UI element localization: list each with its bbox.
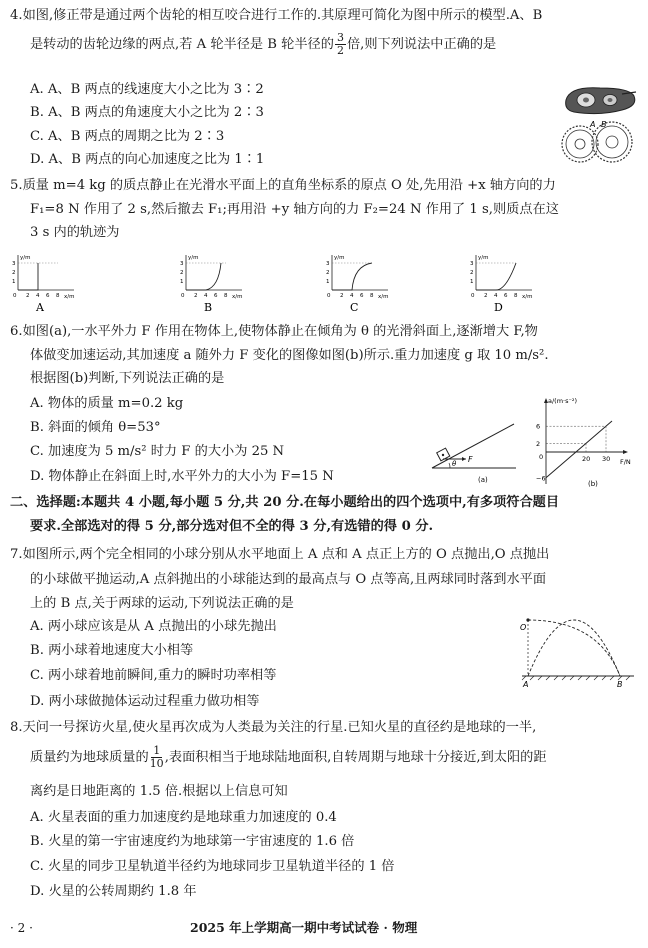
q5-choice-label-d: D	[494, 301, 503, 314]
q5-graph-a	[4, 252, 80, 314]
q4-fig-label-a: A	[590, 120, 596, 129]
q5-graph-xlabel: x/m	[522, 294, 533, 300]
q4-option-c: C. A、B 两点的周期之比为 2∶3	[30, 129, 225, 144]
q7-label-o: O	[520, 623, 527, 632]
q6-fig-a-angle-label: θ	[452, 460, 457, 468]
q6-b-ytick: 2	[536, 439, 541, 448]
q5-graph-xtick: 4	[350, 293, 354, 299]
q6-b-ytick: 6	[536, 422, 541, 431]
q6-b-xtick: 30	[602, 455, 611, 463]
q4-fraction	[335, 32, 346, 57]
q8-option-c: C. 火星的同步卫星轨道半径约为地球同步卫星轨道半径的 1 倍	[30, 859, 395, 874]
q4-stem-line2	[30, 32, 496, 57]
q5-graph-ytick: 3	[326, 261, 330, 267]
q5-graph-xlabel: x/m	[378, 294, 389, 300]
q6-b-ytick: −6	[536, 474, 546, 483]
q6-b-ylabel: a/(m·s⁻²)	[548, 397, 578, 405]
q5-graph-xtick: 6	[46, 293, 50, 299]
q5-graph-ytick: 1	[326, 279, 330, 285]
q7-stem-line1: 7.如图所示,两个完全相同的小球分别从水平地面上 A 点和 A 点正上方的 O 点抛出,O 点抛出	[10, 547, 550, 562]
q5-graph-trajectory	[332, 263, 372, 290]
q8-option-d: D. 火星的公转周期约 1.8 年	[30, 884, 197, 899]
q5-choice-label-a: A	[36, 301, 44, 314]
q8-stem-line1: 8.天问一号探访火星,使火星再次成为人类最为关注的行星.已知火星的直径约是地球的一半,	[10, 720, 537, 735]
q4-stem-part1: 是转动的齿轮边缘的两点,若 A 轮半径是 B 轮半径的	[30, 37, 334, 52]
q7-label-a: A	[523, 680, 529, 689]
correction-tape-icon	[566, 88, 636, 114]
q5-stem-line2: F₁=8 N 作用了 2 s,然后撤去 F₁;再用沿 +y 轴方向的力 F₂=24 N 作用了 1 s,则质点在这	[30, 202, 559, 217]
q5-graph-origin: 0	[471, 293, 475, 299]
q8-fraction-denominator: 10	[149, 757, 164, 770]
q4-fraction-denominator: 2	[336, 44, 344, 57]
q5-graph-xtick: 2	[26, 293, 30, 299]
footer-title: 2025 年上学期高一期中考试试卷 · 物理	[190, 920, 418, 935]
q4-option-a: A. A、B 两点的线速度大小之比为 3∶2	[30, 82, 264, 97]
q5-graph-xtick: 2	[194, 293, 198, 299]
q7-stem-line3: 上的 B 点,关于两球的运动,下列说法正确的是	[30, 596, 294, 611]
q5-graph-ylabel: y/m	[188, 255, 199, 261]
q5-graph-xtick: 4	[204, 293, 208, 299]
q5-graph-xtick: 8	[514, 293, 518, 299]
q5-graph-xlabel: x/m	[232, 294, 243, 300]
q8-fraction-numerator: 1	[153, 744, 161, 757]
q6-b-xlabel: F/N	[620, 458, 631, 466]
q6-b-data-line	[546, 421, 612, 478]
q6-b-ytick: 0	[539, 453, 544, 461]
q5-stem-line1: 5.质量 m=4 kg 的质点静止在光滑水平面上的直角坐标系的原点 O 处,先用沿 +x 轴方向的力	[10, 178, 556, 193]
q6-stem-line1: 6.如图(a),一水平外力 F 作用在物体上,使物体静止在倾角为 θ 的光滑斜面上,逐渐增大 F,物	[10, 324, 538, 339]
q5-graph-origin: 0	[13, 293, 17, 299]
q5-graph-ylabel: y/m	[478, 255, 489, 261]
q5-graph-ytick: 1	[470, 279, 474, 285]
q8-stem-part2: ,表面积相当于地球陆地面积,自转周期与地球十分接近,到太阳的距	[164, 750, 547, 765]
q5-graph-trajectory	[18, 263, 38, 290]
q5-graph-xtick: 2	[484, 293, 488, 299]
q6-b-xtick: 20	[582, 455, 591, 463]
q7-option-a: A. 两小球应该是从 A 点抛出的小球先抛出	[30, 619, 277, 634]
q6-option-d: D. 物体静止在斜面上时,水平外力的大小为 F=15 N	[30, 469, 334, 484]
q8-stem-line2	[30, 745, 547, 770]
q6-stem-line3: 根据图(b)判断,下列说法正确的是	[30, 371, 225, 386]
q5-graph-d	[462, 252, 538, 314]
q5-graph-origin: 0	[327, 293, 331, 299]
q4-option-d: D. A、B 两点的向心加速度之比为 1∶1	[30, 152, 265, 167]
q4-fraction-numerator: 3	[336, 31, 344, 44]
q5-graph-origin: 0	[181, 293, 185, 299]
q5-graph-xtick: 4	[494, 293, 498, 299]
q4-option-b: B. A、B 两点的角速度大小之比为 2∶3	[30, 105, 264, 120]
q7-projectile-figure	[518, 610, 640, 692]
q6-option-b: B. 斜面的倾角 θ=53°	[30, 420, 161, 435]
q4-gear-figure	[560, 82, 642, 174]
q5-graph-c	[318, 252, 394, 314]
q5-graph-ytick: 2	[470, 270, 474, 276]
q6-figure-b	[528, 394, 642, 490]
q4-stem-line1: 4.如图,修正带是通过两个齿轮的相互咬合进行工作的.其原理可简化为图中所示的模型.A、B	[10, 8, 543, 23]
q5-graph-xtick: 8	[56, 293, 60, 299]
q5-graph-ytick: 3	[470, 261, 474, 267]
q4-stem-part2: 倍,则下列说法中正确的是	[346, 37, 497, 52]
q5-graph-ylabel: y/m	[334, 255, 345, 261]
q5-graph-ytick: 2	[326, 270, 330, 276]
q6-option-c: C. 加速度为 5 m/s² 时力 F 的大小为 25 N	[30, 444, 285, 459]
q7-option-b: B. 两小球着地速度大小相等	[30, 643, 194, 658]
q5-graph-ytick: 1	[12, 279, 16, 285]
q5-graph-xtick: 6	[360, 293, 364, 299]
q5-choice-label-b: B	[204, 301, 213, 314]
q6-fig-a-force-label: F	[468, 455, 473, 464]
q5-graph-trajectory	[476, 263, 516, 290]
q7-option-c: C. 两小球着地前瞬间,重力的瞬时功率相等	[30, 668, 277, 683]
q5-graph-xtick: 2	[340, 293, 344, 299]
q5-graph-ytick: 3	[12, 261, 16, 267]
q5-stem-line3: 3 s 内的轨迹为	[30, 225, 120, 240]
section2-heading-line2: 要求.全部选对的得 5 分,部分选对但不全的得 3 分,有选错的得 0 分.	[30, 519, 434, 534]
q5-graph-ylabel: y/m	[20, 255, 31, 261]
q7-option-d: D. 两小球做抛体运动过程重力做功相等	[30, 694, 260, 709]
q5-graph-b	[172, 252, 248, 314]
q5-graph-xtick: 8	[370, 293, 374, 299]
q5-choice-label-c: C	[350, 301, 359, 314]
q5-graph-ytick: 2	[180, 270, 184, 276]
q6-fig-b-caption: (b)	[588, 480, 598, 488]
q8-option-b: B. 火星的第一宇宙速度约为地球第一宇宙速度的 1.6 倍	[30, 834, 355, 849]
q7-stem-line2: 的小球做平抛运动,A 点斜抛出的小球能达到的最高点与 O 点等高,且两球同时落到水平面	[30, 572, 547, 587]
q8-stem-part1: 质量约为地球质量的	[30, 750, 149, 765]
q6-figure-a	[428, 410, 518, 486]
q5-graph-ytick: 3	[180, 261, 184, 267]
q8-stem-line3: 离约是日地距离的 1.5 倍.根据以上信息可知	[30, 784, 288, 799]
q5-graph-xtick: 4	[36, 293, 40, 299]
page-number: · 2 ·	[10, 921, 33, 935]
q4-fig-label-b: B	[601, 120, 607, 129]
q5-graph-xlabel: x/m	[64, 294, 75, 300]
q5-graph-ytick: 2	[12, 270, 16, 276]
q5-graph-xtick: 8	[224, 293, 228, 299]
q6-fig-a-caption: (a)	[478, 476, 488, 484]
section2-heading-line1: 二、选择题:本题共 4 小题,每小题 5 分,共 20 分.在每小题给出的四个选项中,有多项符合题目	[10, 495, 560, 510]
q6-stem-line2: 体做变加速运动,其加速度 a 随外力 F 变化的图像如图(b)所示.重力加速度 g 取 10 m/s².	[30, 348, 549, 363]
q5-graph-trajectory	[186, 263, 221, 290]
q5-graph-ytick: 1	[180, 279, 184, 285]
q7-label-b: B	[617, 680, 623, 689]
q5-graph-xtick: 6	[214, 293, 218, 299]
q5-graph-xtick: 6	[504, 293, 508, 299]
q8-option-a: A. 火星表面的重力加速度约是地球重力加速度的 0.4	[30, 810, 337, 825]
q8-fraction	[150, 745, 164, 770]
q6-option-a: A. 物体的质量 m=0.2 kg	[30, 396, 184, 411]
force-arrowhead-icon	[462, 457, 466, 461]
